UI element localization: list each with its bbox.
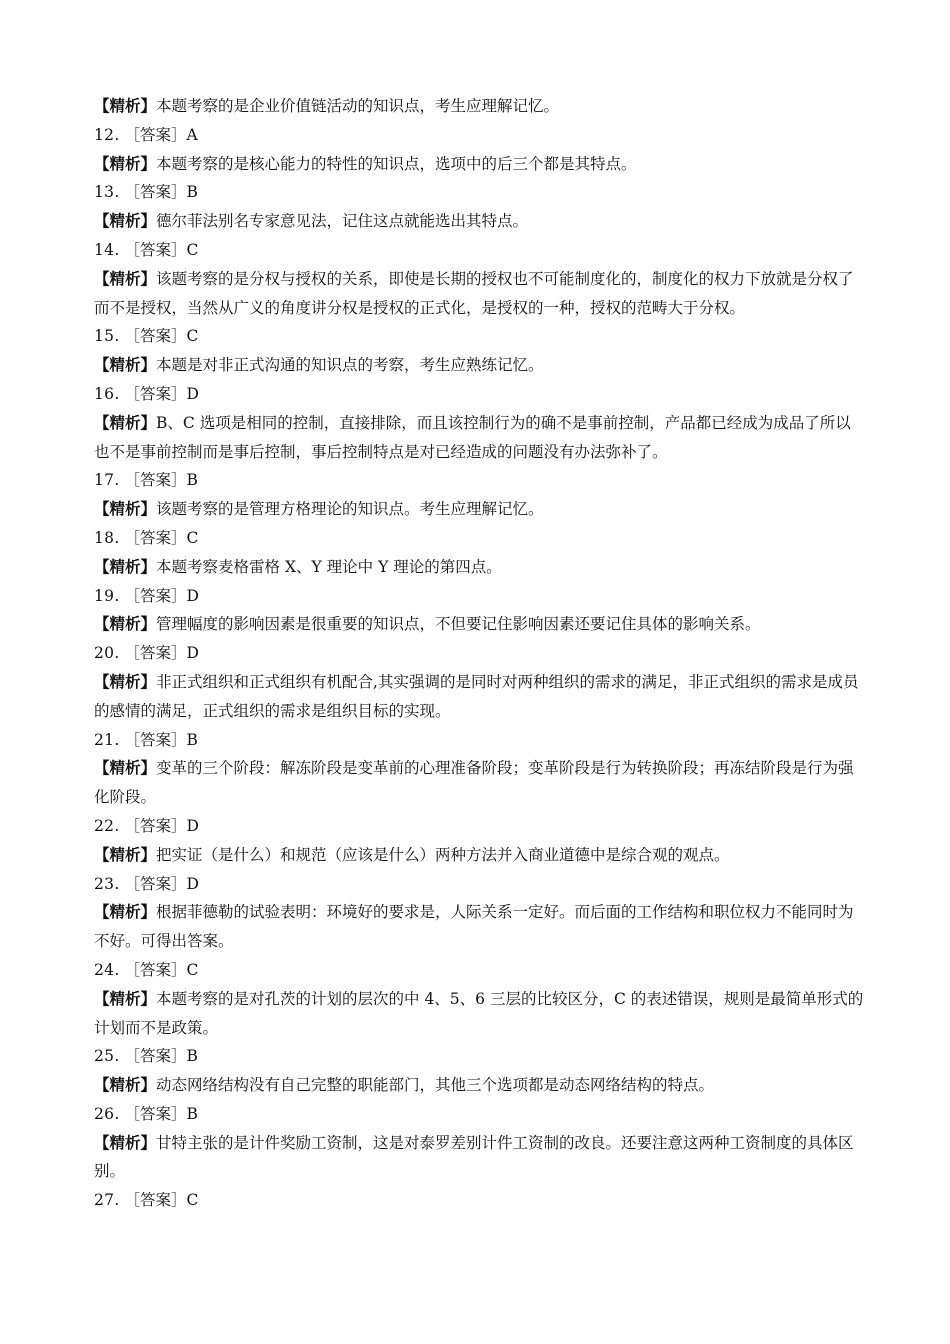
answer-tag: ［答案］ <box>124 384 187 403</box>
analysis-tag: 【精析】 <box>94 412 157 432</box>
analysis-line <box>94 841 864 870</box>
answer-tag: ［答案］ <box>124 528 187 547</box>
analysis-text: 甘特主张的是计件奖励工资制，这是对泰罗差别计件工资制的改良。还要注意这两种工资制度的具体区别。 <box>94 1133 854 1181</box>
question-number: 22. <box>94 816 120 835</box>
analysis-tag: 【精析】 <box>94 1075 157 1095</box>
answer-line <box>94 322 864 351</box>
analysis-tag: 【精析】 <box>94 268 157 288</box>
analysis-line <box>94 1129 864 1187</box>
question-number: 27. <box>94 1191 120 1210</box>
question-number: 12. <box>94 125 120 144</box>
answer-tag: ［答案］ <box>124 644 187 663</box>
answer-value: B <box>186 471 198 490</box>
answer-line <box>94 380 864 409</box>
answer-line <box>94 1186 864 1215</box>
analysis-text: 本题考察麦格雷格 X、Y 理论中 Y 理论的第四点。 <box>156 557 502 576</box>
question-number: 23. <box>94 874 120 893</box>
answer-value: D <box>186 816 199 835</box>
analysis-line <box>94 668 864 726</box>
answer-tag: ［答案］ <box>124 1047 187 1066</box>
answer-line <box>94 524 864 553</box>
answer-value: C <box>186 528 199 547</box>
analysis-text: 管理幅度的影响因素是很重要的知识点，不但要记住影响因素还要记住具体的影响关系。 <box>156 615 761 634</box>
answer-list <box>94 92 864 1215</box>
answer-line <box>94 582 864 611</box>
answer-line <box>94 1042 864 1071</box>
answer-tag: ［答案］ <box>124 586 187 605</box>
answer-value: B <box>186 1104 198 1123</box>
answer-value: D <box>186 586 199 605</box>
analysis-tag: 【精析】 <box>94 556 157 576</box>
answer-tag: ［答案］ <box>124 730 187 749</box>
analysis-text: 本题是对非正式沟通的知识点的考察，考生应熟练记忆。 <box>156 356 544 375</box>
answer-tag: ［答案］ <box>124 1104 187 1123</box>
analysis-text: 本题考察的是对孔茨的计划的层次的中 4、5、6 三层的比较区分，C 的表述错误，规则是最简单形式的计划而不是政策。 <box>94 989 864 1037</box>
analysis-text: 本题考察的是企业价值链活动的知识点，考生应理解记忆。 <box>156 97 560 115</box>
answer-line <box>94 236 864 265</box>
answer-value: D <box>186 384 199 403</box>
analysis-line <box>94 754 864 812</box>
analysis-tag: 【精析】 <box>94 758 157 778</box>
answer-line <box>94 870 864 899</box>
analysis-text: 德尔菲法别名专家意见法，记住这点就能选出其特点。 <box>156 212 529 231</box>
answer-value: C <box>186 327 199 346</box>
analysis-line <box>94 150 864 179</box>
question-number: 14. <box>94 240 120 259</box>
answer-line <box>94 812 864 841</box>
answer-tag: ［答案］ <box>124 960 187 979</box>
question-number: 21. <box>94 730 120 749</box>
question-number: 25. <box>94 1047 120 1066</box>
analysis-line <box>94 985 864 1043</box>
analysis-tag: 【精析】 <box>94 355 157 375</box>
question-number: 13. <box>94 183 120 202</box>
analysis-tag: 【精析】 <box>94 153 157 173</box>
answer-line <box>94 956 864 985</box>
analysis-text: 非正式组织和正式组织有机配合,其实强调的是同时对两种组织的需求的满足，非正式组织的需求是成员的感情的满足，正式组织的需求是组织目标的实现。 <box>94 672 859 720</box>
analysis-line <box>94 409 864 467</box>
analysis-text: 该题考察的是管理方格理论的知识点。考生应理解记忆。 <box>156 500 544 519</box>
question-number: 15. <box>94 327 120 346</box>
analysis-tag: 【精析】 <box>94 902 157 922</box>
answer-line <box>94 121 864 150</box>
analysis-line <box>94 207 864 236</box>
analysis-text: 根据菲德勒的试验表明：环境好的要求是，人际关系一定好。而后面的工作结构和职位权力不能同时为不好。可得出答案。 <box>94 903 854 951</box>
answer-value: D <box>186 874 199 893</box>
analysis-text: 变革的三个阶段：解冻阶段是变革前的心理准备阶段；变革阶段是行为转换阶段；再冻结阶段是行为强化阶段。 <box>94 759 854 807</box>
answer-tag: ［答案］ <box>124 1191 187 1210</box>
answer-tag: ［答案］ <box>124 240 187 259</box>
analysis-text: 本题考察的是核心能力的特性的知识点，选项中的后三个都是其特点。 <box>156 154 637 173</box>
answer-value: C <box>186 1191 199 1210</box>
analysis-line <box>94 1071 864 1100</box>
answer-line <box>94 178 864 207</box>
analysis-tag: 【精析】 <box>94 1132 157 1152</box>
analysis-line <box>94 351 864 380</box>
answer-tag: ［答案］ <box>124 874 187 893</box>
question-number: 17. <box>94 471 120 490</box>
answer-value: C <box>186 960 199 979</box>
answer-value: C <box>186 240 199 259</box>
analysis-line <box>94 610 864 639</box>
answer-value: B <box>186 730 198 749</box>
question-number: 16. <box>94 384 120 403</box>
answer-tag: ［答案］ <box>124 183 187 202</box>
answer-line <box>94 466 864 495</box>
analysis-text: 把实证（是什么）和规范（应该是什么）两种方法并入商业道德中是综合观的观点。 <box>156 845 730 864</box>
analysis-text: 动态网络结构没有自己完整的职能部门，其他三个选项都是动态网络结构的特点。 <box>156 1076 715 1095</box>
answer-value: B <box>186 183 198 202</box>
question-number: 19. <box>94 586 120 605</box>
answer-value: D <box>186 644 199 663</box>
answer-line <box>94 726 864 755</box>
answer-tag: ［答案］ <box>124 816 187 835</box>
analysis-tag: 【精析】 <box>94 614 157 634</box>
analysis-tag: 【精析】 <box>94 988 157 1008</box>
answer-tag: ［答案］ <box>124 327 187 346</box>
analysis-tag: 【精析】 <box>94 844 157 864</box>
answer-line <box>94 1100 864 1129</box>
analysis-text: 该题考察的是分权与授权的关系，即使是长期的授权也不可能制度化的，制度化的权力下放就是分权了而不是授权，当然从广义的角度讲分权是授权的正式化，是授权的一种，授权的范畴大于分权。 <box>94 269 854 317</box>
question-number: 20. <box>94 644 120 663</box>
question-number: 26. <box>94 1104 120 1123</box>
question-number: 24. <box>94 960 120 979</box>
analysis-tag: 【精析】 <box>94 671 157 691</box>
analysis-line <box>94 495 864 524</box>
analysis-tag: 【精析】 <box>94 211 157 231</box>
analysis-line <box>94 553 864 582</box>
answer-value: A <box>186 125 198 144</box>
answer-tag: ［答案］ <box>124 125 187 144</box>
analysis-tag: 【精析】 <box>94 96 157 115</box>
analysis-line <box>94 92 864 121</box>
analysis-line <box>94 898 864 956</box>
answer-tag: ［答案］ <box>124 471 187 490</box>
analysis-line <box>94 265 864 323</box>
answer-line <box>94 639 864 668</box>
answer-value: B <box>186 1047 198 1066</box>
question-number: 18. <box>94 528 120 547</box>
analysis-tag: 【精析】 <box>94 499 157 519</box>
analysis-text: B、C 选项是相同的控制，直接排除，而且该控制行为的确不是事前控制，产品都已经成为成品了所以也不是事前控制而是事后控制，事后控制特点是对已经造成的问题没有办法弥补了。 <box>94 413 851 461</box>
